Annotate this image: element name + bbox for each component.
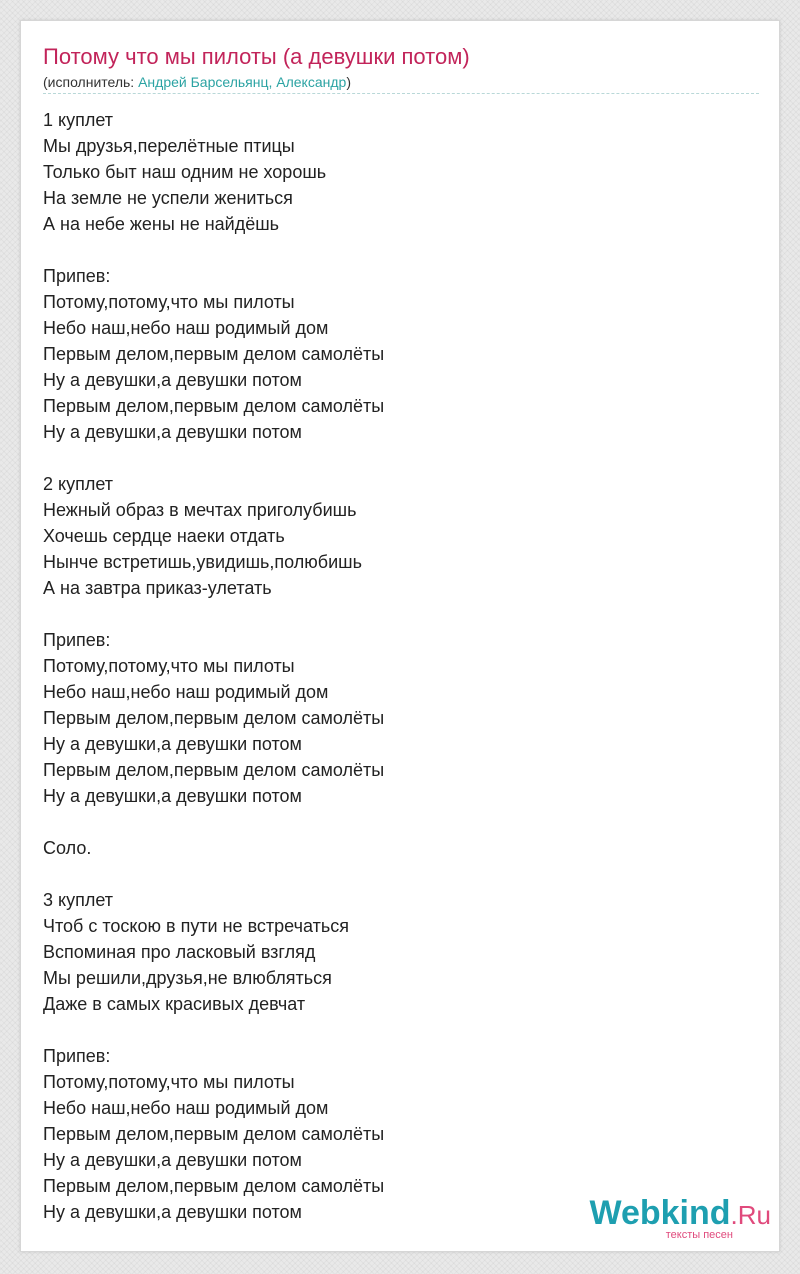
site-logo[interactable] [589, 1195, 771, 1241]
lyric-line: На земле не успели жениться [43, 188, 293, 208]
lyric-line: 1 куплет [43, 110, 113, 130]
lyric-line: Припев: [43, 1046, 111, 1066]
lyric-line: Чтоб с тоскою в пути не встречаться [43, 916, 349, 936]
lyric-line: Небо наш,небо наш родимый дом [43, 318, 329, 338]
lyric-line: 3 куплет [43, 890, 113, 910]
lyric-line: Нынче встретишь,увидишь,полюбишь [43, 552, 362, 572]
lyric-line [43, 809, 743, 835]
lyric-line: Первым делом,первым делом самолёты [43, 396, 385, 416]
lyric-line: Первым делом,первым делом самолёты [43, 760, 385, 780]
lyric-line: Мы решили,друзья,не влюбляться [43, 968, 332, 988]
lyric-line [43, 601, 743, 627]
logo-wordmark [589, 1195, 771, 1233]
lyric-line: Небо наш,небо наш родимый дом [43, 1098, 329, 1118]
lyric-line: Первым делом,первым делом самолёты [43, 708, 385, 728]
lyric-line: Небо наш,небо наш родимый дом [43, 682, 329, 702]
lyric-line: Первым делом,первым делом самолёты [43, 344, 385, 364]
lyric-line: А на небе жены не найдёшь [43, 214, 280, 234]
lyric-line: Хочешь сердце наеки отдать [43, 526, 285, 546]
logo-tagline: тексты песен [665, 1229, 733, 1241]
lyric-line: Соло. [43, 838, 92, 858]
lyric-line: Припев: [43, 266, 111, 286]
lyric-line [43, 861, 743, 887]
lyric-line: Ну а девушки,а девушки потом [43, 422, 302, 442]
lyric-line: Мы друзья,перелётные птицы [43, 136, 295, 156]
lyric-line [43, 1017, 743, 1043]
lyric-line: Первым делом,первым делом самолёты [43, 1124, 385, 1144]
lyric-line: 2 куплет [43, 474, 113, 494]
lyric-line: Потому,потому,что мы пилоты [43, 1072, 295, 1092]
lyric-line: Ну а девушки,а девушки потом [43, 370, 302, 390]
lyric-line [43, 445, 743, 471]
lyric-line: Даже в самых красивых девчат [43, 994, 306, 1014]
lyric-line [43, 237, 743, 263]
lyric-line: А на завтра приказ-улетать [43, 578, 272, 598]
lyrics-card [20, 20, 780, 1252]
song-title: Потому что мы пилоты (а девушки потом) [43, 44, 470, 69]
lyric-line: Вспоминая про ласковый взгляд [43, 942, 316, 962]
artist-link[interactable]: Андрей Барсельянц, Александр [138, 74, 347, 90]
lyric-line: Потому,потому,что мы пилоты [43, 292, 295, 312]
lyric-line: Ну а девушки,а девушки потом [43, 786, 302, 806]
byline-prefix: (исполнитель: [43, 74, 139, 90]
artist-byline [43, 73, 351, 91]
dashed-divider [43, 93, 759, 94]
lyric-line: Нежный образ в мечтах приголубишь [43, 500, 357, 520]
lyrics-text [43, 107, 743, 1225]
lyric-line: Только быт наш одним не хорошь [43, 162, 327, 182]
lyric-line: Первым делом,первым делом самолёты [43, 1176, 385, 1196]
logo-brand: Webkind [589, 1194, 731, 1232]
lyric-line: Ну а девушки,а девушки потом [43, 1150, 302, 1170]
logo-tld: .Ru [730, 1200, 771, 1230]
lyric-line: Ну а девушки,а девушки потом [43, 1202, 302, 1222]
lyric-line: Припев: [43, 630, 111, 650]
byline-suffix: ) [346, 74, 351, 90]
lyric-line: Потому,потому,что мы пилоты [43, 656, 295, 676]
lyric-line: Ну а девушки,а девушки потом [43, 734, 302, 754]
